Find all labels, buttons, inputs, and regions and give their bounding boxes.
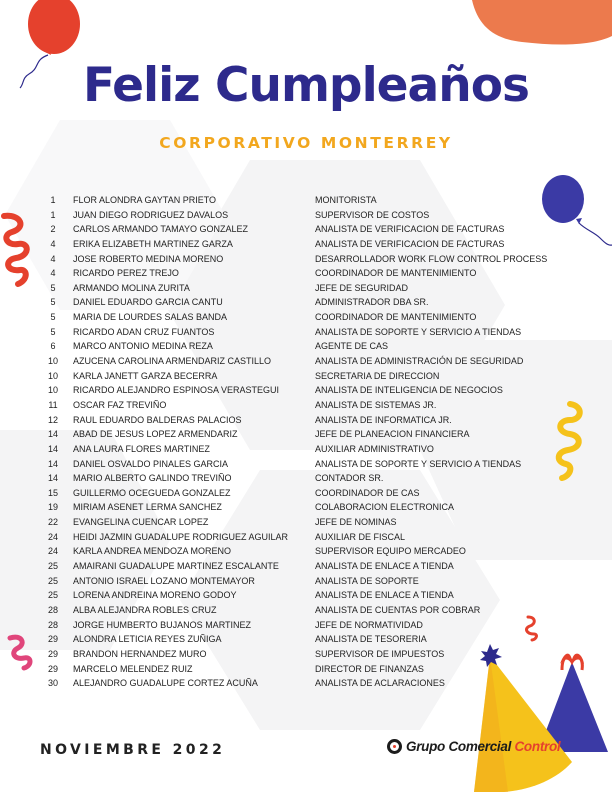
birthday-day: 5 <box>50 312 56 323</box>
brand-name <box>406 739 560 754</box>
employee-role: ANALISTA DE ENLACE A TIENDA <box>315 561 454 572</box>
birthday-day: 28 <box>47 604 58 615</box>
employee-role: ANALISTA DE CUENTAS POR COBRAR <box>315 604 481 615</box>
list-item <box>0 632 612 647</box>
employee-name: EVANGELINA CUENCAR LOPEZ <box>73 517 209 528</box>
employee-role: ANALISTA DE SOPORTE Y SERVICIO A TIENDAS <box>315 326 522 337</box>
list-item <box>0 222 612 237</box>
birthday-day: 5 <box>50 326 56 337</box>
list-item <box>0 310 612 325</box>
employee-name: HEIDI JAZMIN GUADALUPE RODRIGUEZ AGUILAR <box>73 531 289 542</box>
employee-name: ARMANDO MOLINA ZURITA <box>73 282 190 293</box>
list-item <box>0 383 612 398</box>
orange-blob-icon <box>462 0 612 50</box>
employee-name: ALEJANDRO GUADALUPE CORTEZ ACUÑA <box>73 678 258 689</box>
birthday-day: 29 <box>47 634 58 645</box>
employee-name: KARLA JANETT GARZA BECERRA <box>73 370 218 381</box>
birthday-day: 5 <box>50 282 56 293</box>
employee-role: COLABORACION ELECTRONICA <box>315 502 455 513</box>
list-item <box>0 515 612 530</box>
birthday-day: 6 <box>50 341 56 352</box>
employee-name: DANIEL EDUARDO GARCIA CANTU <box>73 297 223 308</box>
employee-name: MARIA DE LOURDES SALAS BANDA <box>73 312 228 323</box>
employee-role: ANALISTA DE INFORMATICA JR. <box>315 414 452 425</box>
employee-name: LORENA ANDREINA MORENO GODOY <box>73 590 237 601</box>
list-item <box>0 252 612 267</box>
month-label: NOVIEMBRE 2022 <box>40 742 226 758</box>
birthday-day: 14 <box>47 429 58 440</box>
employee-role: AUXILIAR ADMINISTRATIVO <box>315 443 434 454</box>
employee-role: JEFE DE NORMATIVIDAD <box>315 619 423 630</box>
employee-role: ANALISTA DE TESORERIA <box>315 634 427 645</box>
employee-role: ADMINISTRADOR DBA SR. <box>315 297 429 308</box>
employee-name: BRANDON HERNANDEZ MURO <box>73 648 207 659</box>
list-item <box>0 354 612 369</box>
employee-role: SUPERVISOR EQUIPO MERCADEO <box>315 546 466 557</box>
birthday-day: 30 <box>47 678 58 689</box>
list-item <box>0 413 612 428</box>
brand-name-main: Grupo Comercial <box>406 738 512 754</box>
list-item <box>0 647 612 662</box>
birthday-day: 14 <box>47 473 58 484</box>
employee-name: ERIKA ELIZABETH MARTINEZ GARZA <box>73 238 233 249</box>
list-item <box>0 193 612 208</box>
employee-name: CARLOS ARMANDO TAMAYO GONZALEZ <box>73 224 249 235</box>
employee-role: SUPERVISOR DE IMPUESTOS <box>315 648 445 659</box>
birthday-day: 29 <box>47 648 58 659</box>
list-item <box>0 530 612 545</box>
list-item <box>0 325 612 340</box>
employee-name: MARCO ANTONIO MEDINA REZA <box>73 341 213 352</box>
employee-name: MARIO ALBERTO GALINDO TREVIÑO <box>73 473 232 484</box>
brand-name-accent: Control <box>514 738 561 754</box>
employee-role: JEFE DE NOMINAS <box>315 517 397 528</box>
birthday-day: 29 <box>47 663 58 674</box>
employee-role: ANALISTA DE VERIFICACION DE FACTURAS <box>315 238 505 249</box>
employee-role: DIRECTOR DE FINANZAS <box>315 663 424 674</box>
employee-name: RICARDO ALEJANDRO ESPINOSA VERASTEGUI <box>73 385 280 396</box>
employee-name: ANTONIO ISRAEL LOZANO MONTEMAYOR <box>73 575 255 586</box>
birthday-day: 25 <box>47 561 58 572</box>
employee-name: ANA LAURA FLORES MARTINEZ <box>73 443 210 454</box>
list-item <box>0 676 612 691</box>
list-item <box>0 559 612 574</box>
employee-name: OSCAR FAZ TREVIÑO <box>73 399 167 410</box>
employee-name: ALBA ALEJANDRA ROBLES CRUZ <box>73 604 217 615</box>
birthday-day: 22 <box>47 517 58 528</box>
birthday-day: 10 <box>47 370 58 381</box>
birthday-day: 25 <box>47 590 58 601</box>
employee-role: ANALISTA DE VERIFICACION DE FACTURAS <box>315 224 505 235</box>
birthday-day: 1 <box>50 195 56 205</box>
list-item <box>0 662 612 677</box>
list-item <box>0 544 612 559</box>
employee-role: JEFE DE SEGURIDAD <box>315 282 409 293</box>
employee-role: ANALISTA DE SISTEMAS JR. <box>315 399 437 410</box>
birthday-day: 10 <box>47 356 58 367</box>
list-item <box>0 339 612 354</box>
employee-role: JEFE DE PLANEACION FINANCIERA <box>315 429 470 440</box>
employee-role: MONITORISTA <box>315 195 377 205</box>
employee-name: JUAN DIEGO RODRIGUEZ DAVALOS <box>73 209 229 220</box>
list-item <box>0 237 612 252</box>
birthday-day: 24 <box>47 531 58 542</box>
page-subtitle: CORPORATIVO MONTERREY <box>159 134 453 152</box>
brand-logo <box>387 735 560 757</box>
employee-name: RAUL EDUARDO BALDERAS PALACIOS <box>73 414 242 425</box>
birthday-day: 19 <box>47 502 58 513</box>
employee-role: ANALISTA DE ENLACE A TIENDA <box>315 590 454 601</box>
employee-name: ALONDRA LETICIA REYES ZUÑIGA <box>73 634 222 645</box>
employee-role: SECRETARIA DE DIRECCION <box>315 370 440 381</box>
employee-name: RICARDO ADAN CRUZ FUANTOS <box>73 326 215 337</box>
birthday-day: 24 <box>47 546 58 557</box>
employee-name: RICARDO PEREZ TREJO <box>73 268 179 279</box>
employee-role: CONTADOR SR. <box>315 473 384 484</box>
birthday-day: 15 <box>47 487 58 498</box>
employee-role: ANALISTA DE ADMINISTRACIÓN DE SEGURIDAD <box>315 356 524 367</box>
brand-logo-icon <box>387 739 402 754</box>
list-item <box>0 398 612 413</box>
birthday-day: 11 <box>48 399 58 410</box>
list-item <box>0 574 612 589</box>
employee-role: COORDINADOR DE CAS <box>315 487 420 498</box>
birthday-day: 14 <box>47 458 58 469</box>
list-item <box>0 588 612 603</box>
list-item <box>0 266 612 281</box>
list-item <box>0 442 612 457</box>
employee-role: AGENTE DE CAS <box>315 341 389 352</box>
employee-name: GUILLERMO OCEGUEDA GONZALEZ <box>73 487 231 498</box>
employee-name: FLOR ALONDRA GAYTAN PRIETO <box>73 195 217 205</box>
employee-role: SUPERVISOR DE COSTOS <box>315 209 430 220</box>
birthday-day: 10 <box>47 385 58 396</box>
list-item <box>0 427 612 442</box>
employee-name: AMAIRANI GUADALUPE MARTINEZ ESCALANTE <box>73 561 279 572</box>
birthday-list <box>0 193 612 691</box>
birthday-day: 5 <box>50 297 56 308</box>
list-item <box>0 500 612 515</box>
list-item <box>0 471 612 486</box>
employee-role: COORDINADOR DE MANTENIMIENTO <box>315 312 477 323</box>
employee-name: KARLA ANDREA MENDOZA MORENO <box>73 546 232 557</box>
list-item <box>0 208 612 223</box>
employee-name: MIRIAM ASENET LERMA SANCHEZ <box>73 502 222 513</box>
birthday-day: 2 <box>50 224 56 235</box>
employee-name: ABAD DE JESUS LOPEZ ARMENDARIZ <box>73 429 238 440</box>
list-item <box>0 457 612 472</box>
employee-role: ANALISTA DE SOPORTE Y SERVICIO A TIENDAS <box>315 458 522 469</box>
list-item <box>0 295 612 310</box>
employee-role: ANALISTA DE ACLARACIONES <box>315 678 445 689</box>
employee-name: AZUCENA CAROLINA ARMENDARIZ CASTILLO <box>73 356 272 367</box>
employee-name: MARCELO MELENDEZ RUIZ <box>73 663 193 674</box>
birthday-day: 14 <box>47 443 58 454</box>
list-item <box>0 603 612 618</box>
employee-role: COORDINADOR DE MANTENIMIENTO <box>315 268 477 279</box>
employee-role: DESARROLLADOR WORK FLOW CONTROL PROCESS <box>315 253 548 264</box>
employee-role: AUXILIAR DE FISCAL <box>315 531 406 542</box>
birthday-day: 4 <box>50 268 56 279</box>
birthday-day: 12 <box>47 414 58 425</box>
employee-name: JOSE ROBERTO MEDINA MORENO <box>73 253 224 264</box>
list-item <box>0 369 612 384</box>
list-item <box>0 281 612 296</box>
birthday-day: 25 <box>47 575 58 586</box>
list-item <box>0 486 612 501</box>
employee-name: JORGE HUMBERTO BUJANOS MARTINEZ <box>73 619 252 630</box>
birthday-day: 28 <box>47 619 58 630</box>
birthday-day: 4 <box>50 253 56 264</box>
employee-name: DANIEL OSVALDO PINALES GARCIA <box>73 458 229 469</box>
birthday-day: 1 <box>50 209 56 220</box>
list-item <box>0 618 612 633</box>
employee-role: ANALISTA DE SOPORTE <box>315 575 419 586</box>
birthday-day: 4 <box>50 238 56 249</box>
page-title: Feliz Cumpleaños <box>82 58 529 113</box>
employee-role: ANALISTA DE INTELIGENCIA DE NEGOCIOS <box>315 385 503 396</box>
